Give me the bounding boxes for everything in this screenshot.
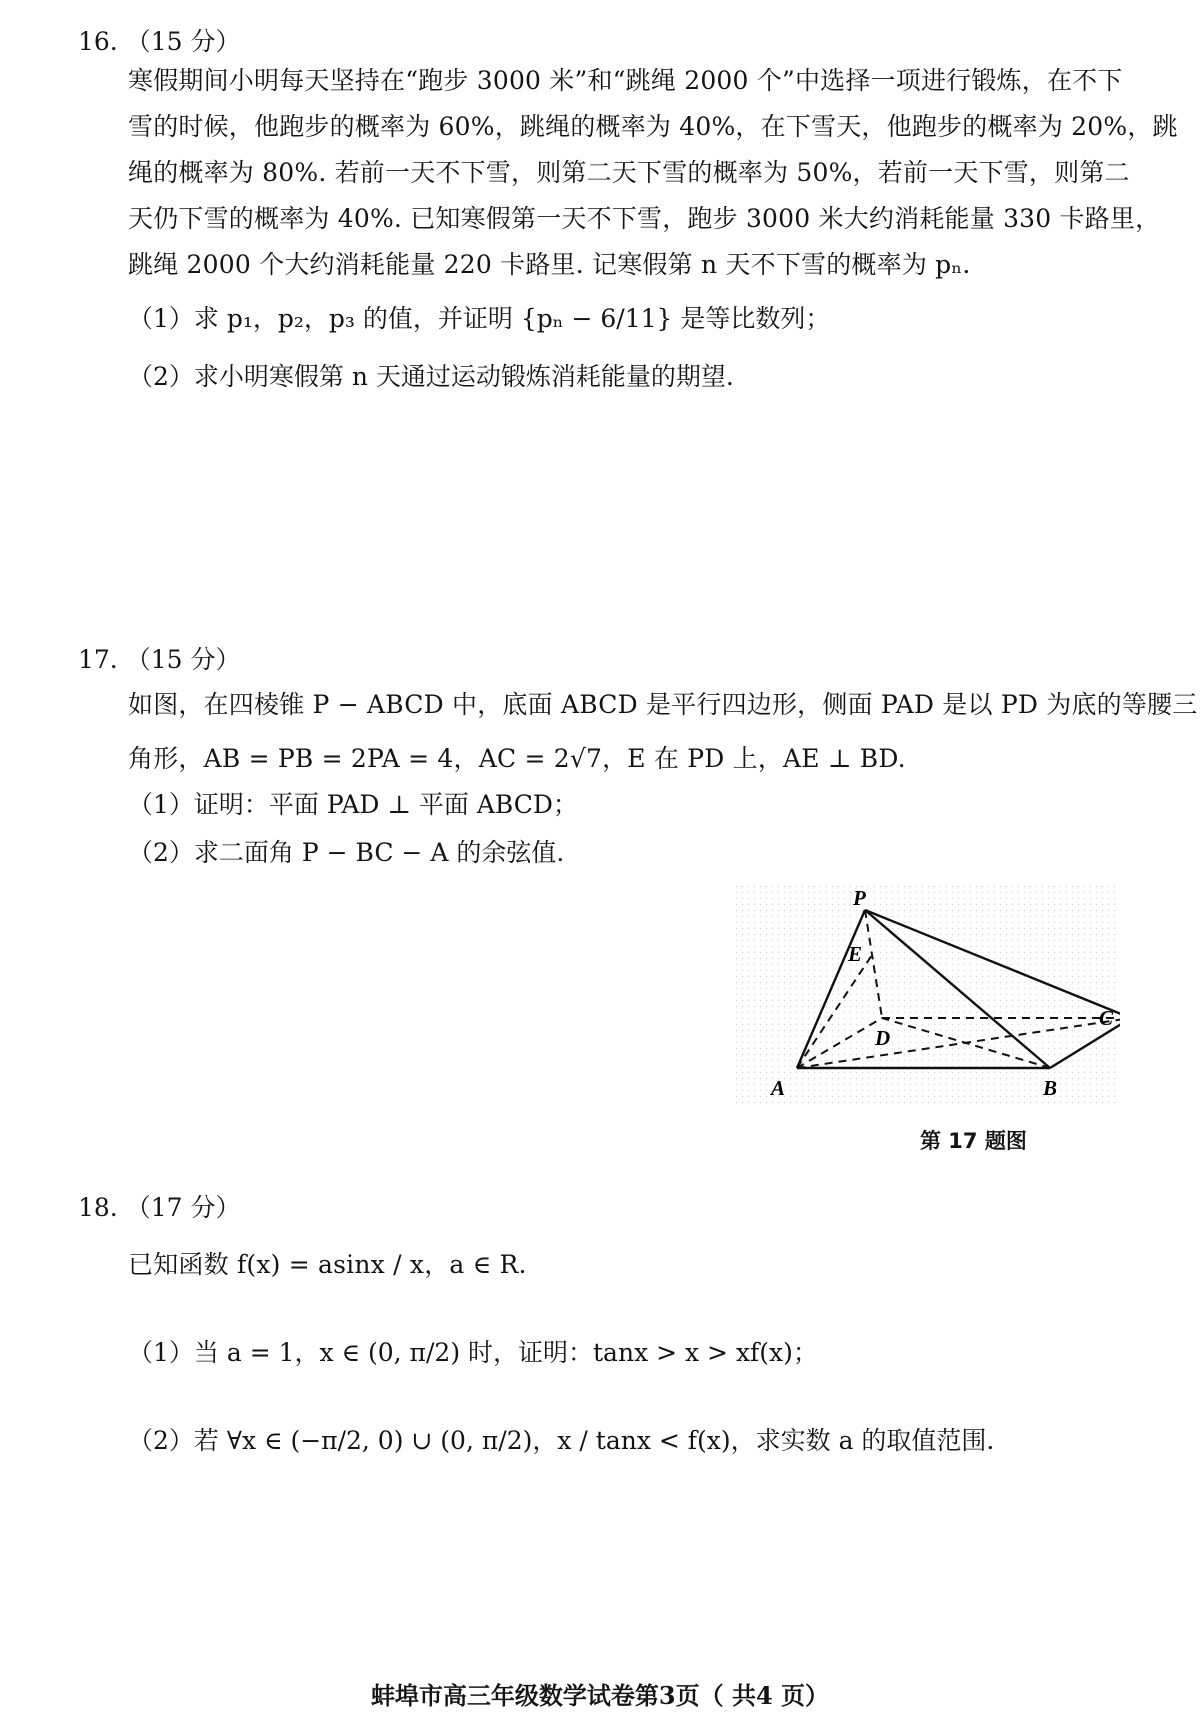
page-footer: 蚌埠市高三年级数学试卷第3页（ 共4 页） [370, 1681, 830, 1710]
figure-caption: 第 17 题图 [920, 1129, 1027, 1153]
q17-line-2: 角形，AB = PB = 2PA = 4，AC = 2√7，E 在 PD 上，AE ⊥ BD. [128, 744, 906, 773]
label-A: A [771, 1076, 786, 1100]
label-E: E [848, 942, 863, 966]
q18-subquestion-2: （2）若 ∀x ∈ (−π/2, 0) ∪ (0, π/2)，x / tanx < f(x)，求实数 a 的取值范围. [128, 1426, 995, 1455]
label-P: P [853, 886, 866, 910]
q17-subquestion-1: （1）证明：平面 PAD ⊥ 平面 ABCD； [128, 790, 578, 819]
q17-subquestion-2: （2）求二面角 P − BC − A 的余弦值. [128, 838, 565, 867]
q18-heading: 18. （17 分） [78, 1193, 241, 1222]
q18-subquestion-1: （1）当 a = 1，x ∈ (0, π/2) 时，证明：tanx > x > xf(x)； [128, 1338, 818, 1367]
label-B: B [1043, 1076, 1058, 1100]
q16-line-1: 寒假期间小明每天坚持在“跑步 3000 米”和“跳绳 2000 个”中选择一项进行锻炼，在不下 [128, 66, 1123, 95]
label-C: C [1099, 1006, 1114, 1030]
q16-line-3: 绳的概率为 80%. 若前一天不下雪，则第二天下雪的概率为 50%，若前一天下雪，则第二 [128, 158, 1130, 187]
q17-heading: 17. （15 分） [78, 645, 241, 674]
q16-line-4: 天仍下雪的概率为 40%. 已知寒假第一天不下雪，跑步 3000 米大约消耗能量 330 卡路里， [128, 204, 1161, 233]
q16-subquestion-2: （2）求小明寒假第 n 天通过运动锻炼消耗能量的期望. [128, 362, 734, 391]
q17-line-1: 如图，在四棱锥 P − ABCD 中，底面 ABCD 是平行四边形，侧面 PAD 是以 PD 为底的等腰三 [128, 690, 1198, 719]
label-D: D [875, 1026, 891, 1050]
q16-line-5: 跳绳 2000 个大约消耗能量 220 卡路里. 记寒假第 n 天不下雪的概率为 pₙ. [128, 250, 971, 279]
figure-background [735, 885, 1120, 1107]
q16-line-2: 雪的时候，他跑步的概率为 60%，跳绳的概率为 40%，在下雪天，他跑步的概率为 20%，跳 [128, 112, 1178, 141]
pyramid-figure [735, 885, 1120, 1107]
q16-subquestion-1: （1）求 p₁，p₂，p₃ 的值，并证明 {pₙ − 6/11} 是等比数列； [128, 304, 831, 333]
q16-heading: 16. （15 分） [78, 27, 241, 56]
q18-line-1: 已知函数 f(x) = asinx / x，a ∈ R. [128, 1250, 527, 1279]
